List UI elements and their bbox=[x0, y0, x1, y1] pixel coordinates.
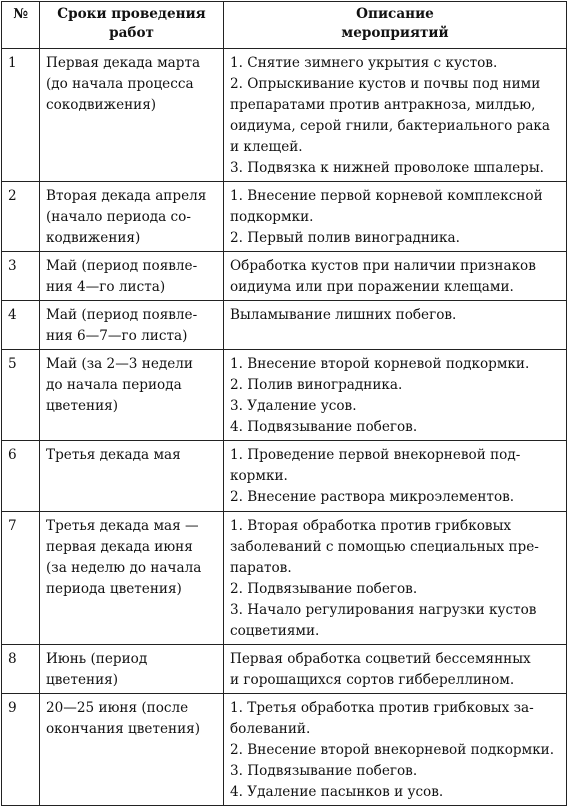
row-period: Июнь (период цветения) bbox=[40, 645, 224, 694]
row-number: 4 bbox=[2, 301, 40, 350]
table-row bbox=[2, 49, 567, 182]
row-description: 1. Вторая обработка против грибковых заболеваний с помощью специальных пре- паратов. 2. Подвязывание побегов. 3. Начало регулирования нагрузки кустов соцветиями. bbox=[224, 512, 567, 645]
row-period: Третья декада мая bbox=[40, 441, 224, 512]
row-period: Третья декада мая — первая декада июня (за неделю до начала периода цветения) bbox=[40, 512, 224, 645]
row-period: Май (за 2—3 недели до начала периода цветения) bbox=[40, 350, 224, 441]
row-period: Май (период появле- ния 6—7—го листа) bbox=[40, 301, 224, 350]
row-period: 20—25 июня (после окончания цветения) bbox=[40, 694, 224, 806]
row-number: 2 bbox=[2, 182, 40, 252]
row-description: Выламывание лишних побегов. bbox=[224, 301, 567, 350]
row-description: Обработка кустов при наличии признаков оидиума или при поражении клещами. bbox=[224, 252, 567, 301]
row-number: 7 bbox=[2, 512, 40, 645]
table-row bbox=[2, 441, 567, 512]
row-description: 1. Снятие зимнего укрытия с кустов. 2. Опрыскивание кустов и почвы под ними препаратами против антракноза, милдью, оидиума, серой гнили, бактериального рака и клещей. 3. Подвязка к нижней проволоке шпалеры. bbox=[224, 49, 567, 182]
header-period: Сроки проведения работ bbox=[40, 2, 224, 49]
row-description: 1. Внесение второй корневой подкормки. 2. Полив виноградника. 3. Удаление усов. 4. Подвязывание побегов. bbox=[224, 350, 567, 441]
table-row bbox=[2, 301, 567, 350]
row-period: Первая декада марта (до начала процесса сокодвижения) bbox=[40, 49, 224, 182]
table-row bbox=[2, 645, 567, 694]
vineyard-schedule-table bbox=[1, 1, 567, 806]
row-description: 1. Внесение первой корневой комплексной подкормки. 2. Первый полив виноградника. bbox=[224, 182, 567, 252]
row-description: 1. Проведение первой внекорневой под- кормки. 2. Внесение раствора микроэлементов. bbox=[224, 441, 567, 512]
header-description: Описание мероприятий bbox=[224, 2, 567, 49]
row-number: 1 bbox=[2, 49, 40, 182]
row-number: 8 bbox=[2, 645, 40, 694]
table-header-row bbox=[2, 2, 567, 49]
row-number: 6 bbox=[2, 441, 40, 512]
table-row bbox=[2, 252, 567, 301]
row-number: 5 bbox=[2, 350, 40, 441]
row-period: Вторая декада апреля (начало периода со- кодвижения) bbox=[40, 182, 224, 252]
table-row bbox=[2, 182, 567, 252]
table-row bbox=[2, 694, 567, 806]
row-number: 9 bbox=[2, 694, 40, 806]
row-period: Май (период появле- ния 4—го листа) bbox=[40, 252, 224, 301]
table-row bbox=[2, 512, 567, 645]
table-row bbox=[2, 350, 567, 441]
row-description: Первая обработка соцветий бессемянных и горошащихся сортов гиббереллином. bbox=[224, 645, 567, 694]
row-description: 1. Третья обработка против грибковых за- болеваний. 2. Внесение второй внекорневой подкормки. 3. Подвязывание побегов. 4. Удаление пасынков и усов. bbox=[224, 694, 567, 806]
row-number: 3 bbox=[2, 252, 40, 301]
header-number: № bbox=[2, 2, 40, 49]
